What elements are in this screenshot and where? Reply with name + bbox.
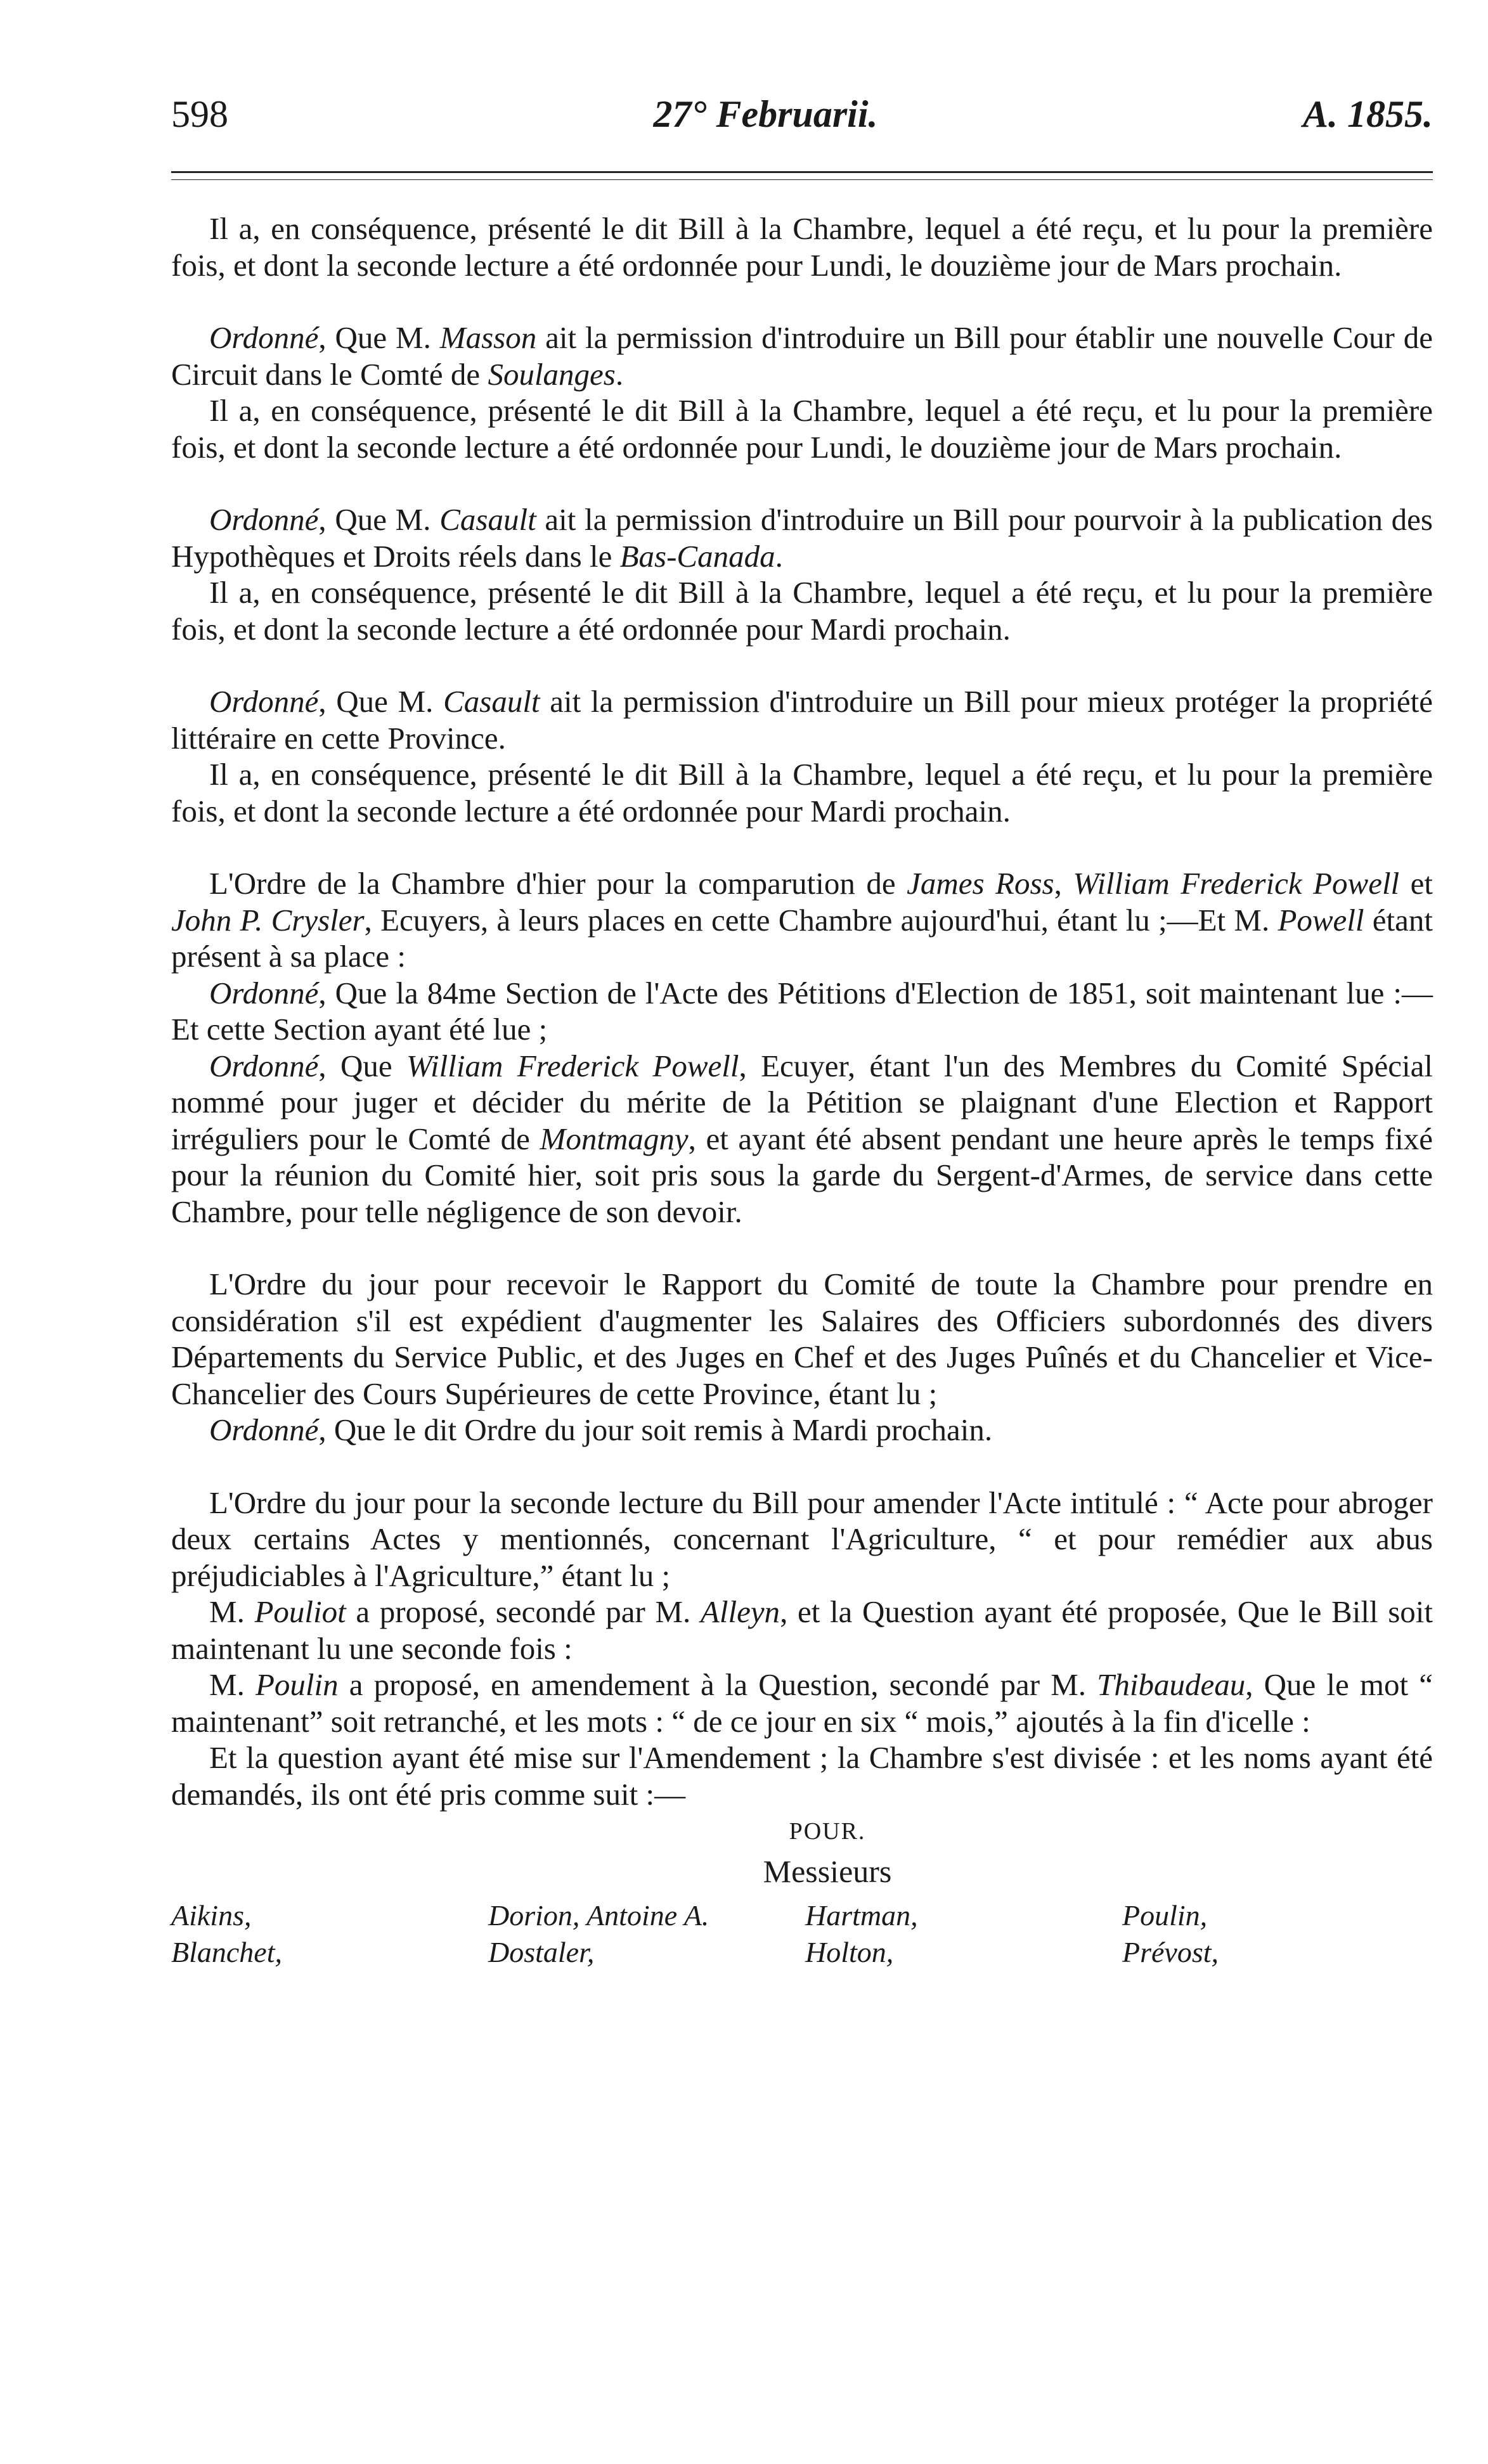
text-run: Et la question ayant été mise sur l'Amendement ; la Chambre s'est divisée : et les noms ayant été demandés, ils ont été pris comme suit :— xyxy=(171,1740,1433,1812)
italic-text: Ordonné xyxy=(209,502,319,537)
italic-text: Casault xyxy=(439,502,536,537)
paragraph xyxy=(171,1412,1433,1448)
text-run: ait la permission d'introduire un Bill pour pourvoir à la publication des Hypothèques et Droits réels dans le xyxy=(171,502,1433,574)
paragraph xyxy=(171,501,1433,574)
text-run: , Que le dit Ordre du jour soit remis à Mardi prochain. xyxy=(318,1412,993,1447)
paragraph xyxy=(171,319,1433,392)
member-name: Blanchet, xyxy=(171,1936,282,1968)
italic-text: James Ross xyxy=(907,866,1054,901)
paragraph xyxy=(171,574,1433,647)
italic-text: Ordonné xyxy=(209,320,319,355)
italic-text: William Frederick Powell xyxy=(1073,866,1400,901)
italic-text: Alleyn xyxy=(700,1594,780,1629)
text-run: , Que le mot “ maintenant” soit retranché, et les mots : “ de ce jour en six “ mois,” ajoutés à la fin d'icelle : xyxy=(171,1667,1433,1739)
text-run: Il a, en conséquence, présenté le dit Bill à la Chambre, lequel a été reçu, et lu pour la première fois, et dont la seconde lecture a été ordonnée pour Mardi prochain. xyxy=(171,575,1433,647)
paragraph xyxy=(171,865,1433,975)
text-run: . xyxy=(775,538,783,574)
text-run: Il a, en conséquence, présenté le dit Bill à la Chambre, lequel a été reçu, et lu pour la première fois, et dont la seconde lecture a été ordonnée pour Lundi, le douzième jour de Mars prochain. xyxy=(171,211,1433,283)
text-run: , xyxy=(1054,866,1073,901)
text-run: Il a, en conséquence, présenté le dit Bill à la Chambre, lequel a été reçu, et lu pour la première fois, et dont la seconde lecture a été ordonnée pour Mardi prochain. xyxy=(171,757,1433,829)
text-run: a proposé, secondé par M. xyxy=(346,1594,701,1629)
text-run: étant présent à sa place : xyxy=(171,902,1433,974)
vote-names-column xyxy=(171,1897,488,1971)
paragraph xyxy=(171,210,1433,283)
paragraph xyxy=(171,683,1433,756)
text-run: a proposé, en amendement à la Question, secondé par M. xyxy=(338,1667,1097,1702)
vote-subheading: Messieurs xyxy=(763,1854,892,1889)
text-run: L'Ordre de la Chambre d'hier pour la comparution de xyxy=(209,866,907,901)
paragraph xyxy=(171,1485,1433,1594)
page-year: A. 1855. xyxy=(1302,93,1433,135)
page-number: 598 xyxy=(171,93,228,135)
vote-names-column xyxy=(1122,1897,1427,1971)
text-run: M. xyxy=(209,1594,255,1629)
member-name: Dostaler, xyxy=(488,1936,595,1968)
italic-text: William Frederick Powell xyxy=(406,1048,739,1083)
vote-names-column xyxy=(805,1897,1122,1971)
page-date: 27° Februarii. xyxy=(653,93,878,135)
italic-text: Thibaudeau xyxy=(1097,1667,1246,1702)
italic-text: Ordonné xyxy=(209,975,319,1010)
italic-text: Ordonné xyxy=(209,1412,319,1447)
paragraph xyxy=(171,1594,1433,1667)
member-name: Hartman, xyxy=(805,1899,918,1932)
header-rule xyxy=(171,171,1433,180)
text-run: ait la permission d'introduire un Bill pour mieux protéger la propriété littéraire en cette Province. xyxy=(171,684,1433,756)
paragraph xyxy=(171,1266,1433,1412)
text-run: , Que M. xyxy=(318,502,440,537)
italic-text: Pouliot xyxy=(254,1594,346,1629)
paragraph xyxy=(171,1048,1433,1230)
italic-text: Casault xyxy=(443,684,540,719)
italic-text: John P. Crysler xyxy=(171,902,365,938)
text-run: , Que M. xyxy=(318,320,440,355)
text-run: et xyxy=(1399,866,1433,901)
text-run: , et la Question ayant été proposée, Que le Bill soit maintenant lu une seconde fois : xyxy=(171,1594,1433,1666)
italic-text: Ordonné xyxy=(209,1048,319,1083)
vote-heading: POUR. xyxy=(789,1818,866,1845)
text-run: , et ayant été absent pendant une heure après le temps fixé pour la réunion du Comité hier, soit pris sous la garde du Sergent-d'Armes, de service dans cette Chambre, pour telle négligence de son devoir. xyxy=(171,1121,1433,1229)
text-run: L'Ordre du jour pour recevoir le Rapport du Comité de toute la Chambre pour prendre en considération s'il est expédient d'augmenter les Salaires des Officiers subordonnés des divers Départements du Service Public, et des Juges en Chef et des Juges Puînés et du Chancelier et Vice-Chancelier des Cours Supérieures de cette Province, étant lu ; xyxy=(171,1267,1433,1411)
text-run: , Que M. xyxy=(318,684,444,719)
vote-names-column xyxy=(488,1897,805,1971)
italic-text: Powell xyxy=(1278,902,1364,938)
document-page xyxy=(171,89,1433,1971)
journal-body xyxy=(171,210,1433,1812)
text-run: ait la permission d'introduire un Bill pour établir une nouvelle Cour de Circuit dans le Comté de xyxy=(171,320,1433,392)
member-name: Holton, xyxy=(805,1936,894,1968)
member-name: Poulin, xyxy=(1122,1899,1208,1932)
text-run: , Ecuyer, étant l'un des Membres du Comité Spécial nommé pour juger et décider du mérite de la Pétition se plaignant d'une Election et Rapport irréguliers pour le Comté de xyxy=(171,1048,1433,1156)
paragraph xyxy=(171,1739,1433,1812)
member-name: Prévost, xyxy=(1122,1936,1219,1968)
italic-text: Poulin xyxy=(255,1667,339,1702)
italic-text: Bas-Canada xyxy=(619,538,775,574)
paragraph xyxy=(171,756,1433,829)
page-header xyxy=(171,89,1433,139)
member-name: Dorion, Antoine A. xyxy=(488,1899,709,1932)
italic-text: Masson xyxy=(439,320,537,355)
text-run: , Ecuyers, à leurs places en cette Chambre aujourd'hui, étant lu ;—Et M. xyxy=(364,902,1278,938)
text-run: . xyxy=(615,356,624,392)
text-run: L'Ordre du jour pour la seconde lecture du Bill pour amender l'Acte intitulé : “ Acte pour abroger deux certains Actes y mentionnés, concernant l'Agriculture, “ et pour remédier aux abus préjudiciables à l'Agriculture,” étant lu ; xyxy=(171,1485,1433,1593)
italic-text: Soulanges xyxy=(488,356,616,392)
paragraph xyxy=(171,975,1433,1048)
italic-text: Montmagny xyxy=(540,1121,689,1156)
vote-names xyxy=(171,1897,1433,1971)
paragraph xyxy=(171,1667,1433,1739)
text-run: , Que xyxy=(318,1048,406,1083)
vote-section xyxy=(171,1812,1433,1971)
paragraph xyxy=(171,392,1433,465)
text-run: , Que la 84me Section de l'Acte des Pétitions d'Election de 1851, soit maintenant lue :—Et cette Section ayant été lue ; xyxy=(171,975,1433,1047)
italic-text: Ordonné xyxy=(209,684,319,719)
member-name: Aikins, xyxy=(171,1899,252,1932)
text-run: Il a, en conséquence, présenté le dit Bill à la Chambre, lequel a été reçu, et lu pour la première fois, et dont la seconde lecture a été ordonnée pour Lundi, le douzième jour de Mars prochain. xyxy=(171,393,1433,465)
text-run: M. xyxy=(209,1667,256,1702)
